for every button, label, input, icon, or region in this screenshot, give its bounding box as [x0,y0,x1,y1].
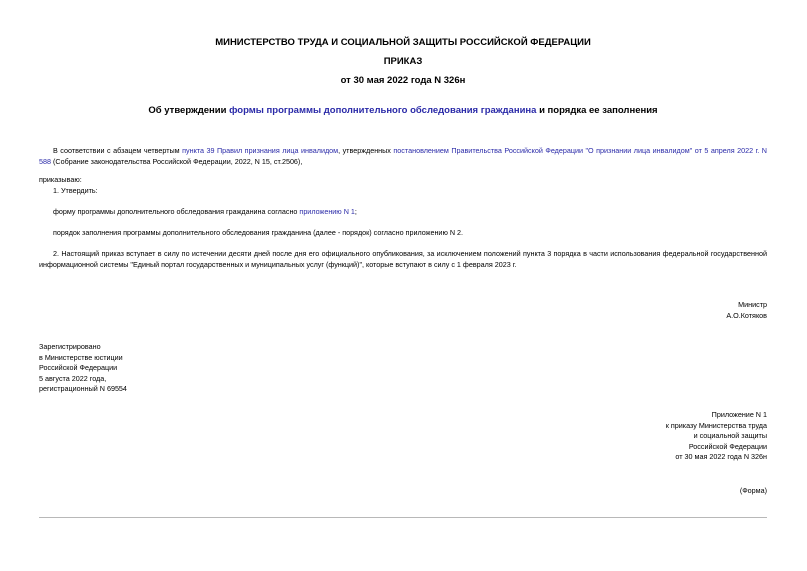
document-page [39,0,767,571]
registration-line: 5 августа 2022 года, [39,373,107,383]
form-label: (Форма) [739,486,767,495]
registration-line: Российской Федерации [39,363,118,372]
item-1a-end: ; [354,207,357,216]
appendix-line: Приложение N 1 [711,410,767,419]
document-type-heading: ПРИКАЗ [383,56,423,67]
preamble-paragraph [39,146,767,167]
signature-position: Министр [738,300,767,309]
appendix-line: и социальной защиты [693,431,767,440]
item-1-heading: 1. Утвердить: [53,186,98,195]
page-divider [39,517,767,518]
registration-line: регистрационный N 69554 [39,384,127,393]
registration-line: Зарегистрировано [39,342,101,351]
signature-name: А.О.Котяков [726,310,767,320]
item-2-paragraph: 2. Настоящий приказ вступает в силу по истечении десяти дней после дня его официального опубликования, за исключением положений пункта 3 порядка в части использования федеральной государственной информационной системы "Единый портал государственных и муниципальных услуг (функций)", которые вступают в силу с 1 февраля 2023 г. [39,249,767,269]
item-1a-paragraph [39,207,767,218]
registration-block [39,342,127,395]
preamble-text-1: В соответствии с абзацем четвертым [53,146,183,155]
appendix-line: Российской Федерации [688,441,767,451]
registration-line: в Министерстве юстиции [39,352,123,362]
title-form-link[interactable]: формы программы дополнительного обследования гражданина [229,105,537,116]
rules-clause-link[interactable]: пункта 39 Правил признания лица инвалидом [182,146,339,155]
appendix-header-block [666,410,767,463]
document-title [39,105,767,116]
item-1b-paragraph: порядок заполнения программы дополнительного обследования гражданина (далее - порядок) согласно приложению N 2. [53,228,464,237]
orders-line: приказываю: [39,175,82,184]
document-date-number: от 30 мая 2022 года N 326н [340,75,466,86]
appendix-line: к приказу Министерства труда [665,420,767,430]
government-decree-link[interactable]: постановлением Правительства Российской Федерации "О признании лица инвалидом" от 5 апреля 2022 г. N 588 [39,146,767,166]
title-prefix: Об утверждении [148,105,230,116]
item-1a-text: форму программы дополнительного обследования гражданина согласно [53,207,300,216]
title-suffix: и порядка ее заполнения [536,105,658,116]
preamble-text-2: , утвержденных [338,146,394,155]
appendix-line: от 30 мая 2022 года N 326н [675,452,767,461]
ministry-heading: МИНИСТЕРСТВО ТРУДА И СОЦИАЛЬНОЙ ЗАЩИТЫ РОССИЙСКОЙ ФЕДЕРАЦИИ [215,37,591,48]
appendix-1-link[interactable]: приложению N 1 [299,207,355,216]
preamble-text-3: (Собрание законодательства Российской Федерации, 2022, N 15, ст.2506), [51,156,303,166]
signature-block [726,300,767,321]
